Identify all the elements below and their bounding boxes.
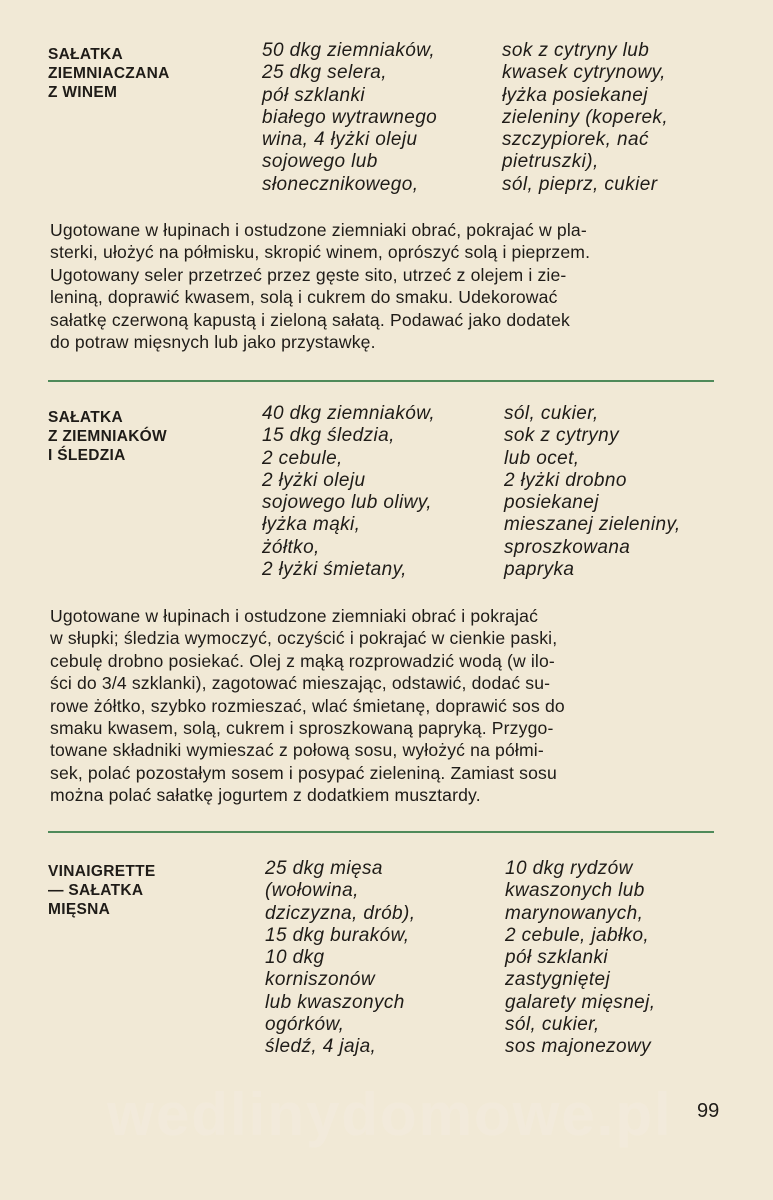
title-line: Z WINEM [48, 84, 118, 101]
ingredient-line: korniszonów [265, 969, 376, 991]
title-line: — SAŁATKA [48, 882, 144, 899]
ingredients-column-2 [504, 403, 681, 581]
ingredient-line: pietruszki), [502, 151, 599, 173]
ingredient-line: (wołowina, [265, 880, 359, 902]
recipe-description [50, 605, 718, 807]
description-line: sałatkę czerwoną kapustą i zieloną sałatą. Podawać jako dodatek [50, 309, 570, 330]
description-line: Ugotowany seler przetrzeć przez gęste sito, utrzeć z olejem i zie- [50, 264, 567, 285]
title-line: Z ZIEMNIAKÓW [48, 428, 167, 445]
ingredients-column-2 [502, 40, 668, 196]
ingredient-line: ogórków, [265, 1014, 345, 1036]
ingredient-line: sól, cukier, [504, 403, 599, 424]
description-line: ści do 3/4 szklanki), zagotować mieszając, odstawić, dodać su- [50, 673, 551, 694]
ingredient-line: sojowego lub [262, 151, 378, 173]
description-line: sterki, ułożyć na półmisku, skropić winem, oprószyć solą i pieprzem. [50, 242, 591, 263]
ingredient-line: szczypiorek, nać [502, 129, 649, 151]
ingredient-line: sproszkowana [504, 536, 631, 558]
ingredient-line: białego wytrawnego [262, 106, 438, 128]
ingredient-line: pół szklanki [262, 84, 366, 106]
ingredient-line: sojowego lub oliwy, [262, 492, 432, 514]
description-line: leniną, doprawić kwasem, solą i cukrem do smaku. Udekorować [50, 287, 558, 308]
ingredients-column-1 [265, 858, 415, 1059]
recipe-title [48, 45, 238, 102]
recipe-title [48, 862, 238, 919]
ingredient-line: sok z cytryny [504, 425, 619, 447]
title-line: MIĘSNA [48, 901, 111, 918]
ingredient-line: pół szklanki [505, 947, 609, 969]
ingredients-column-1 [262, 403, 435, 581]
recipe-description [50, 219, 718, 353]
ingredient-line: marynowanych, [505, 902, 644, 924]
ingredient-line: sok z cytryny lub [502, 40, 650, 61]
ingredient-line: 2 łyżki śmietany, [262, 559, 407, 581]
description-line: można polać sałatkę jogurtem z dodatkiem musztardy. [50, 785, 481, 806]
ingredient-line: kwaszonych lub [505, 880, 645, 902]
ingredient-line: lub ocet, [504, 447, 580, 469]
ingredient-line: 2 cebule, [262, 447, 343, 469]
ingredients-column-2 [505, 858, 655, 1059]
title-line: VINAIGRETTE [48, 863, 156, 880]
ingredient-line: 15 dkg śledzia, [262, 425, 395, 447]
title-line: I ŚLEDZIA [48, 447, 126, 464]
recipe-title [48, 408, 238, 465]
description-line: Ugotowane w łupinach i ostudzone ziemniaki obrać i pokrajać [50, 606, 539, 626]
ingredient-line: 50 dkg ziemniaków, [262, 40, 436, 61]
ingredient-line: sól, pieprz, cukier [502, 173, 658, 195]
ingredient-line: 2 cebule, jabłko, [505, 924, 650, 946]
ingredient-line: łyżka posiekanej [502, 84, 648, 106]
ingredient-line: 10 dkg [265, 947, 325, 969]
watermark: wedlinydomowe.pl [107, 1081, 673, 1148]
description-line: rowe żółtko, szybko rozmieszać, wlać śmietanę, doprawić sos do [50, 695, 565, 716]
title-line: SAŁATKA [48, 46, 123, 63]
description-line: w słupki; śledzia wymoczyć, oczyścić i pokrajać w cienkie paski, [50, 628, 558, 649]
section-divider [48, 380, 714, 382]
ingredient-line: słonecznikowego, [262, 173, 419, 195]
ingredient-line: łyżka mąki, [262, 514, 361, 536]
ingredient-line: 10 dkg rydzów [505, 858, 633, 879]
ingredient-line: zieleniny (koperek, [502, 106, 669, 128]
ingredient-line: 25 dkg selera, [262, 62, 387, 84]
description-line: do potraw mięsnych lub jako przystawkę. [50, 332, 376, 353]
ingredient-line: 2 łyżki oleju [262, 469, 366, 491]
ingredient-line: dziczyzna, drób), [265, 902, 416, 924]
ingredient-line: mieszanej zieleniny, [504, 514, 681, 536]
ingredient-line: lub kwaszonych [265, 991, 405, 1013]
ingredient-line: żółtko, [262, 536, 320, 558]
title-line: ZIEMNIACZANA [48, 65, 170, 82]
ingredients-column-1 [262, 40, 437, 196]
ingredient-line: 15 dkg buraków, [265, 924, 410, 946]
page-number: 99 [697, 1100, 720, 1122]
description-line: sek, polać pozostałym sosem i posypać zieleniną. Zamiast sosu [50, 762, 557, 783]
description-line: cebulę drobno posiekać. Olej z mąką rozprowadzić wodą (w ilo- [50, 650, 555, 671]
ingredient-line: posiekanej [504, 492, 599, 514]
ingredient-line: papryka [504, 559, 575, 581]
title-line: SAŁATKA [48, 409, 123, 426]
ingredient-line: galarety mięsnej, [505, 991, 656, 1013]
ingredient-line: śledź, 4 jaja, [265, 1036, 377, 1058]
ingredient-line: 25 dkg mięsa [265, 858, 383, 879]
ingredient-line: 40 dkg ziemniaków, [262, 403, 436, 424]
ingredient-line: kwasek cytrynowy, [502, 62, 666, 84]
section-divider [48, 831, 714, 833]
ingredient-line: 2 łyżki drobno [504, 469, 627, 491]
ingredient-line: zastygniętej [505, 969, 611, 991]
ingredient-line: sos majonezowy [505, 1036, 652, 1058]
description-line: smaku kwasem, solą, cukrem i sproszkowaną papryką. Przygo- [50, 718, 554, 739]
description-line: Ugotowane w łupinach i ostudzone ziemniaki obrać, pokrajać w pla- [50, 220, 587, 240]
description-line: towane składniki wymieszać z połową sosu, wyłożyć na półmi- [50, 740, 544, 761]
ingredient-line: wina, 4 łyżki oleju [262, 129, 418, 151]
ingredient-line: sól, cukier, [505, 1014, 600, 1036]
